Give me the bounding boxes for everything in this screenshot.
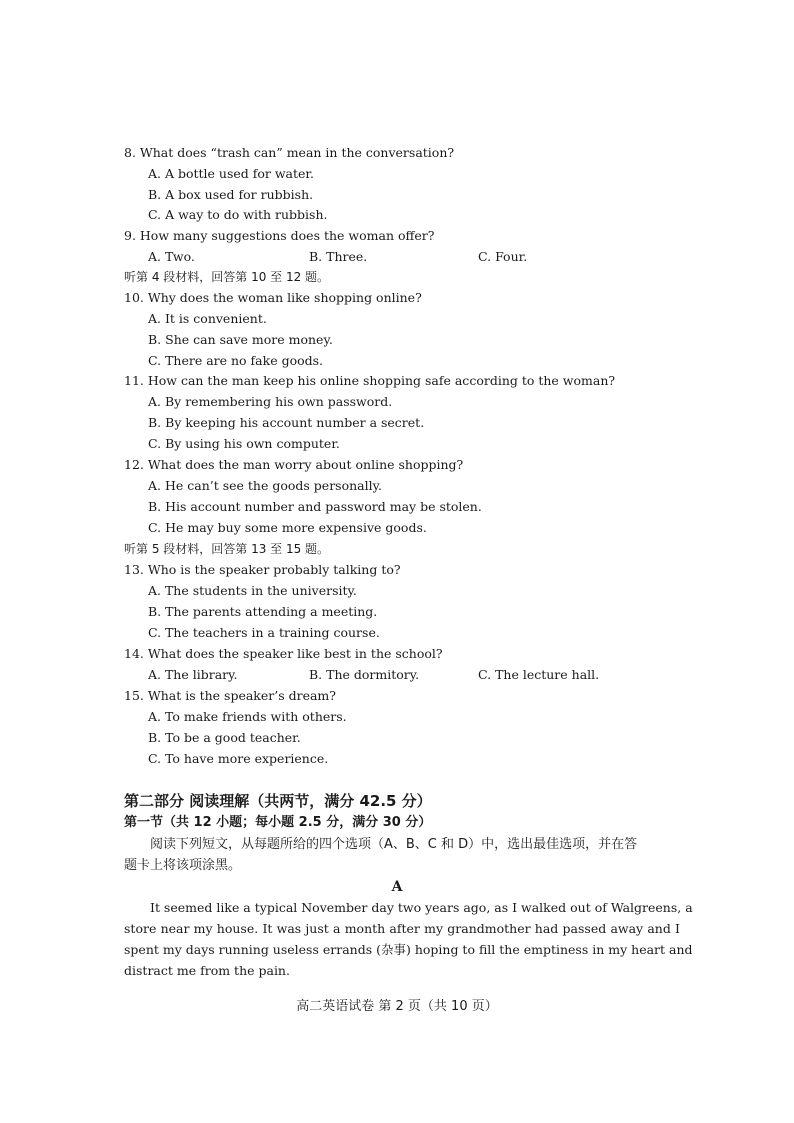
question-8-option-a: A. A bottle used for water. [148,166,315,181]
question-11-option-c: C. By using his own computer. [148,436,340,451]
question-15-option-a: A. To make friends with others. [148,709,347,724]
instruction-passage-4: 听第 4 段材料，回答第 10 至 12 题。 [124,270,330,284]
question-10-option-c: C. There are no fake goods. [148,353,324,368]
question-10-option-a: A. It is convenient. [148,311,267,326]
question-15-option-c: C. To have more experience. [148,751,329,766]
question-8-option-b: B. A box used for rubbish. [148,187,314,202]
question-9-option-a: A. Two. [148,249,195,264]
question-12-option-a: A. He can’t see the goods personally. [148,478,382,493]
passage-a-line-2: store near my house. It was just a month after my grandmother had passed away and I [124,921,680,936]
question-9-option-c: C. Four. [478,249,528,264]
question-12-option-c: C. He may buy some more expensive goods. [148,520,427,535]
question-14-option-c: C. The lecture hall. [478,667,600,682]
question-9-option-b: B. Three. [309,249,368,264]
question-14: 14. What does the speaker like best in the school? [124,646,443,661]
passage-a-line-3: spent my days running useless errands (杂事) hoping to fill the emptiness in my heart and [124,942,693,957]
question-11: 11. How can the man keep his online shopping safe according to the woman? [124,373,616,388]
question-8: 8. What does “trash can” mean in the conversation? [124,145,455,160]
question-10-option-b: B. She can save more money. [148,332,333,347]
question-13-option-b: B. The parents attending a meeting. [148,604,378,619]
directions-line-1: 阅读下列短文，从每题所给的四个选项（A、B、C 和 D）中，选出最佳选项，并在答 [150,837,638,852]
question-12: 12. What does the man worry about online shopping? [124,457,464,472]
instruction-passage-5: 听第 5 段材料，回答第 13 至 15 题。 [124,542,330,556]
question-13: 13. Who is the speaker probably talking to? [124,562,401,577]
question-11-option-b: B. By keeping his account number a secret. [148,415,425,430]
passage-a-letter: A [391,879,403,895]
passage-a-line-4: distract me from the pain. [124,963,290,978]
question-12-option-b: B. His account number and password may be stolen. [148,499,482,514]
question-13-option-c: C. The teachers in a training course. [148,625,380,640]
question-15: 15. What is the speaker’s dream? [124,688,336,703]
question-10: 10. Why does the woman like shopping online? [124,290,422,305]
part-2-title: 第二部分 阅读理解（共两节，满分 42.5 分） [124,792,432,810]
page-footer: 高二英语试卷 第 2 页（共 10 页） [296,999,498,1014]
directions-line-2: 题卡上将该项涂黑。 [124,858,242,873]
question-8-option-c: C. A way to do with rubbish. [148,207,328,222]
question-14-option-a: A. The library. [148,667,238,682]
passage-a-line-1: It seemed like a typical November day two years ago, as I walked out of Walgreens, a [150,900,693,915]
question-14-option-b: B. The dormitory. [309,667,420,682]
question-13-option-a: A. The students in the university. [148,583,357,598]
section-1-title: 第一节（共 12 小题；每小题 2.5 分，满分 30 分） [124,815,432,830]
question-9: 9. How many suggestions does the woman offer? [124,228,435,243]
question-11-option-a: A. By remembering his own password. [148,394,393,409]
question-15-option-b: B. To be a good teacher. [148,730,301,745]
